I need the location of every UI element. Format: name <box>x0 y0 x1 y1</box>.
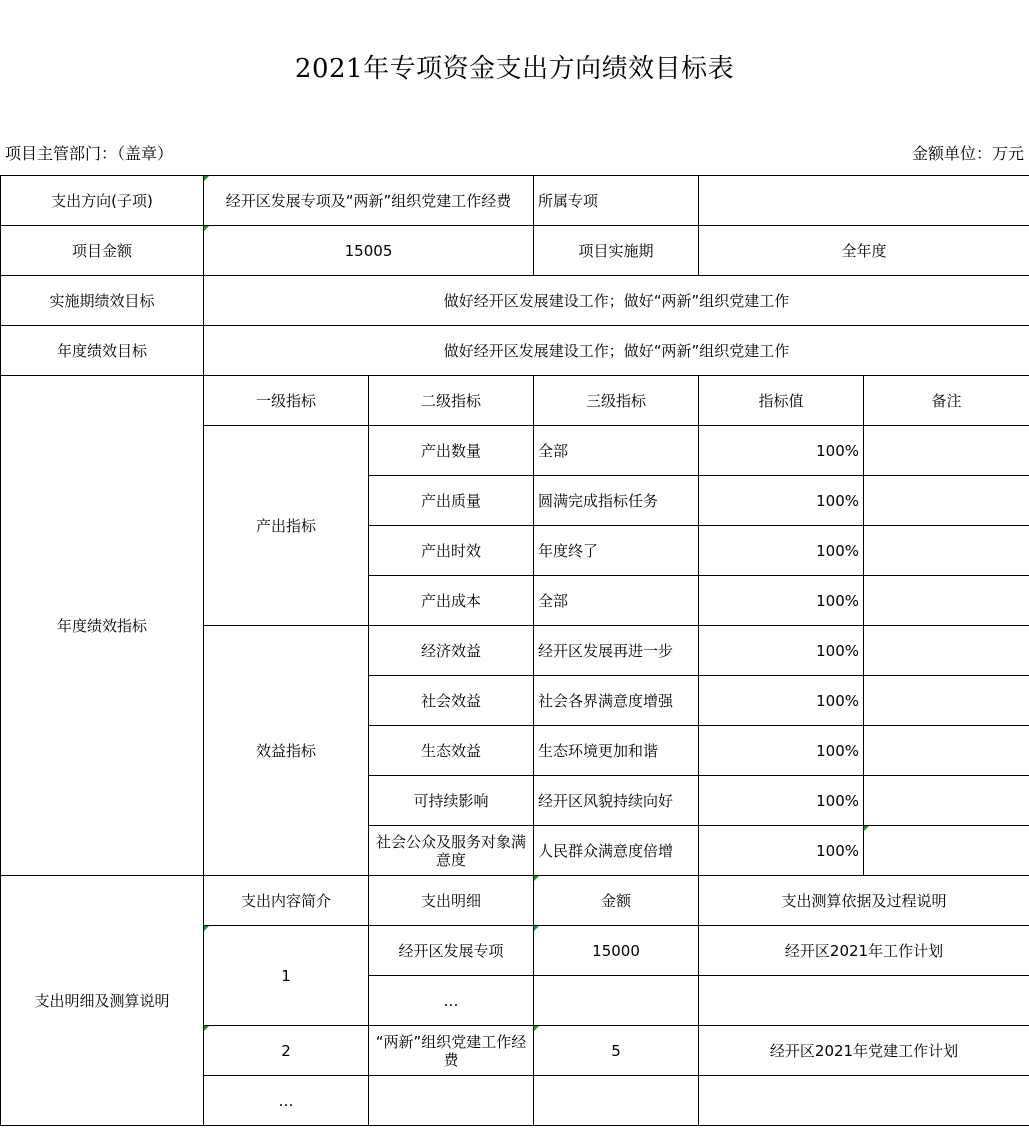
note-cell[interactable] <box>864 676 1029 726</box>
level3-cell[interactable]: 社会各界满意度增强 <box>534 676 699 726</box>
table-row <box>1 176 1029 226</box>
table-row <box>1 276 1029 326</box>
note-cell[interactable] <box>864 776 1029 826</box>
header-detail: 支出明细 <box>369 876 534 926</box>
note-cell[interactable] <box>864 576 1029 626</box>
header-note: 备注 <box>864 376 1029 426</box>
value-cell[interactable]: 100% <box>699 576 864 626</box>
value-cell[interactable]: 100% <box>699 826 864 876</box>
value-cell[interactable]: 100% <box>699 526 864 576</box>
note-cell[interactable] <box>864 826 1029 876</box>
basis-cell[interactable] <box>699 1076 1029 1126</box>
impl-goal-label-cell: 实施期绩效目标 <box>1 276 204 326</box>
detail-cell[interactable]: 经开区发展专项 <box>369 926 534 976</box>
table-row <box>1 876 1029 926</box>
level2-cell: 社会效益 <box>369 676 534 726</box>
level3-cell[interactable]: 全部 <box>534 426 699 476</box>
direction-value-cell[interactable]: 经开区发展专项及“两新”组织党建工作经费 <box>204 176 534 226</box>
item-index: 1 <box>204 926 369 1026</box>
level2-cell: 社会公众及服务对象满意度 <box>369 826 534 876</box>
value-cell[interactable]: 100% <box>699 676 864 726</box>
note-cell[interactable] <box>864 726 1029 776</box>
page-title: 2021年专项资金支出方向绩效目标表 <box>294 54 735 84</box>
note-cell[interactable] <box>864 426 1029 476</box>
note-cell[interactable] <box>864 526 1029 576</box>
note-cell[interactable] <box>864 476 1029 526</box>
category-label-cell: 所属专项 <box>534 176 699 226</box>
basis-cell[interactable] <box>699 976 1029 1026</box>
detail-cell[interactable]: “两新”组织党建工作经费 <box>369 1026 534 1076</box>
header-level1: 一级指标 <box>204 376 369 426</box>
value-cell[interactable]: 100% <box>699 776 864 826</box>
table-row <box>1 226 1029 276</box>
header-level3: 三级指标 <box>534 376 699 426</box>
category-value-cell[interactable] <box>699 176 1029 226</box>
item-index: … <box>204 1076 369 1126</box>
level2-cell: 可持续影响 <box>369 776 534 826</box>
level1-output: 产出指标 <box>204 426 369 626</box>
level3-cell[interactable]: 年度终了 <box>534 526 699 576</box>
level2-cell: 产出成本 <box>369 576 534 626</box>
value-cell[interactable]: 100% <box>699 476 864 526</box>
annual-goal-value-cell[interactable]: 做好经开区发展建设工作；做好“两新”组织党建工作 <box>204 326 1029 376</box>
expenditure-section-label: 支出明细及测算说明 <box>1 876 204 1126</box>
detail-cell[interactable]: … <box>369 976 534 1026</box>
annual-goal-label-cell: 年度绩效目标 <box>1 326 204 376</box>
level2-cell: 生态效益 <box>369 726 534 776</box>
header-value: 指标值 <box>699 376 864 426</box>
level2-cell: 产出质量 <box>369 476 534 526</box>
level3-cell[interactable]: 生态环境更加和谐 <box>534 726 699 776</box>
amount-value-cell[interactable]: 15005 <box>204 226 534 276</box>
period-value-cell[interactable]: 全年度 <box>699 226 1029 276</box>
amount-cell[interactable]: 15000 <box>534 926 699 976</box>
basis-cell[interactable]: 经开区2021年党建工作计划 <box>699 1026 1029 1076</box>
amount-cell[interactable]: 5 <box>534 1026 699 1076</box>
indicators-section-label: 年度绩效指标 <box>1 376 204 876</box>
amount-label-cell: 项目金额 <box>1 226 204 276</box>
amount-cell[interactable] <box>534 976 699 1026</box>
amount-cell[interactable] <box>534 1076 699 1126</box>
level1-benefit: 效益指标 <box>204 626 369 876</box>
header-amount: 金额 <box>534 876 699 926</box>
direction-label-cell: 支出方向(子项) <box>1 176 204 226</box>
level3-cell[interactable]: 经开区发展再进一步 <box>534 626 699 676</box>
header-level2: 二级指标 <box>369 376 534 426</box>
header-content: 支出内容简介 <box>204 876 369 926</box>
value-cell[interactable]: 100% <box>699 726 864 776</box>
level2-cell: 产出数量 <box>369 426 534 476</box>
level3-cell[interactable]: 圆满完成指标任务 <box>534 476 699 526</box>
value-cell[interactable]: 100% <box>699 426 864 476</box>
department-label: 项目主管部门：（盖章） <box>5 144 174 163</box>
basis-cell[interactable]: 经开区2021年工作计划 <box>699 926 1029 976</box>
table-row <box>1 326 1029 376</box>
level2-cell: 经济效益 <box>369 626 534 676</box>
header-basis: 支出测算依据及过程说明 <box>699 876 1029 926</box>
table-row <box>1 376 1029 426</box>
level2-cell: 产出时效 <box>369 526 534 576</box>
amount-unit-label: 金额单位：万元 <box>911 144 1024 163</box>
item-index: 2 <box>204 1026 369 1076</box>
detail-cell[interactable] <box>369 1076 534 1126</box>
level3-cell[interactable]: 全部 <box>534 576 699 626</box>
impl-goal-value-cell[interactable]: 做好经开区发展建设工作；做好“两新”组织党建工作 <box>204 276 1029 326</box>
level3-cell[interactable]: 人民群众满意度倍增 <box>534 826 699 876</box>
note-cell[interactable] <box>864 626 1029 676</box>
period-label-cell: 项目实施期 <box>534 226 699 276</box>
performance-table <box>0 175 1029 1126</box>
value-cell[interactable]: 100% <box>699 626 864 676</box>
level3-cell[interactable]: 经开区风貌持续向好 <box>534 776 699 826</box>
